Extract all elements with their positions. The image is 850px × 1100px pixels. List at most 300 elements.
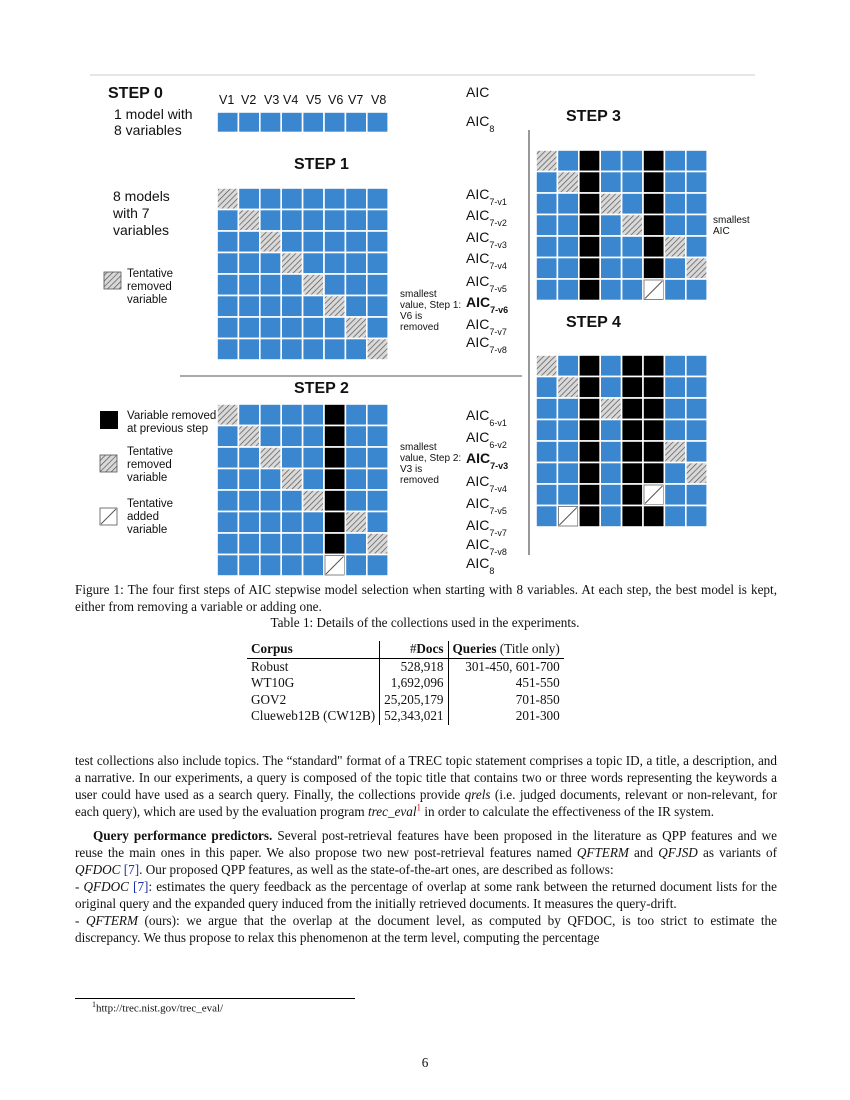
table-cell-docs: 52,343,021 <box>380 708 448 725</box>
grid-cell <box>600 279 621 301</box>
grid-cell <box>324 404 345 426</box>
grid-cell <box>303 512 324 534</box>
table-cell-queries: 301-450, 601-700 <box>465 658 560 674</box>
grid-cell <box>303 274 324 296</box>
step2-legend-black-1: Variable removed <box>127 410 217 422</box>
aic-label: $AIC_{7-v2}$ <box>466 207 507 228</box>
grid-cell <box>238 533 259 555</box>
grid-cell <box>217 426 238 448</box>
grid-cell <box>238 210 259 232</box>
grid-cell <box>664 172 685 194</box>
grid-cell <box>686 150 707 172</box>
aic-label: $AIC_{6-v2}$ <box>466 429 507 450</box>
table-cell-corpus: Robust <box>247 658 380 675</box>
step4-grid <box>536 355 707 527</box>
aic-label: $AIC_{7-v6}$ <box>466 294 509 315</box>
table-row <box>247 675 564 692</box>
grid-cell <box>536 279 557 301</box>
step2-legend-hatch-1: Tentative <box>127 446 174 458</box>
aic-label: $AIC_{7-v3}$ <box>466 450 509 471</box>
grid-cell <box>600 172 621 194</box>
grid-cell <box>557 420 578 442</box>
legend-black-swatch <box>100 411 118 429</box>
grid-cell <box>367 253 388 275</box>
table-row <box>247 658 564 675</box>
grid-cell <box>664 150 685 172</box>
grid-cell <box>238 512 259 534</box>
grid-cell <box>260 112 281 133</box>
grid-cell <box>643 258 664 280</box>
grid-cell <box>367 555 388 577</box>
grid-cell <box>238 490 259 512</box>
grid-cell <box>579 279 600 301</box>
aic-label: $AIC_{7-v3}$ <box>466 229 507 250</box>
grid-cell <box>536 355 557 377</box>
grid-cell <box>303 188 324 210</box>
grid-cell <box>260 274 281 296</box>
grid-cell <box>238 426 259 448</box>
variable-label: V1 <box>219 93 235 107</box>
grid-cell <box>367 404 388 426</box>
aic-label: $AIC_8$ <box>466 555 495 576</box>
grid-cell <box>622 463 643 485</box>
grid-cell <box>217 533 238 555</box>
table-header-row <box>247 641 564 658</box>
grid-cell <box>260 426 281 448</box>
grid-cell <box>324 317 345 339</box>
step3-title: STEP 3 <box>566 108 621 125</box>
grid-cell <box>622 258 643 280</box>
grid-cell <box>600 463 621 485</box>
grid-cell <box>345 274 366 296</box>
grid-cell <box>217 274 238 296</box>
variable-labels <box>219 93 386 107</box>
grid-cell <box>345 447 366 469</box>
grid-cell <box>281 512 302 534</box>
grid-cell <box>281 112 302 133</box>
table-cell-corpus: Clueweb12B (CW12B) <box>247 708 380 725</box>
grid-cell <box>643 215 664 237</box>
grid-cell <box>238 555 259 577</box>
step2-legend-hatch-3: variable <box>127 472 168 484</box>
step2-grid <box>217 404 388 576</box>
grid-cell <box>281 317 302 339</box>
footnote: $^1$http://trec.nist.gov/trec_eval/ <box>92 1000 224 1015</box>
grid-cell <box>664 506 685 528</box>
grid-cell <box>238 188 259 210</box>
grid-cell <box>238 274 259 296</box>
step2-title: STEP 2 <box>294 380 349 397</box>
grid-cell <box>622 377 643 399</box>
grid-cell <box>345 404 366 426</box>
grid-cell <box>260 490 281 512</box>
step1-legend-1: Tentative <box>127 268 174 280</box>
grid-cell <box>622 420 643 442</box>
step1-legend-3: variable <box>127 294 168 306</box>
step2-legend-add-1: Tentative <box>127 498 174 510</box>
grid-cell <box>643 150 664 172</box>
grid-cell <box>217 490 238 512</box>
step3-note-2: AIC <box>713 226 730 237</box>
grid-cell <box>643 398 664 420</box>
grid-cell <box>345 231 366 253</box>
step0-desc-2: 8 variables <box>114 122 182 138</box>
table-cell-queries: 701-850 <box>515 691 560 707</box>
step2-note-1: smallest <box>400 442 437 453</box>
grid-cell <box>686 258 707 280</box>
grid-cell <box>600 215 621 237</box>
grid-cell <box>622 236 643 258</box>
step1-desc-2: with 7 <box>113 205 150 221</box>
grid-cell <box>217 253 238 275</box>
step3-note-1: smallest <box>713 215 750 226</box>
aic-label: $AIC_{7-v7}$ <box>466 316 507 337</box>
aic-label: $AIC_{7-v8}$ <box>466 536 507 557</box>
grid-cell <box>579 463 600 485</box>
grid-cell <box>579 484 600 506</box>
grid-cell <box>686 441 707 463</box>
grid-cell <box>281 469 302 491</box>
grid-cell <box>303 447 324 469</box>
grid-cell <box>664 355 685 377</box>
footnote-ref[interactable]: 1 <box>416 802 422 813</box>
figure-caption: Figure 1: The four first steps of AIC stepwise model selection when starting with 8 variables. At each step, the best model is kept, either from removing a variable or adding one. <box>75 582 777 614</box>
grid-cell <box>217 447 238 469</box>
grid-cell <box>643 172 664 194</box>
grid-cell <box>303 426 324 448</box>
grid-cell <box>686 172 707 194</box>
grid-cell <box>281 274 302 296</box>
grid-cell <box>260 339 281 361</box>
grid-cell <box>217 296 238 318</box>
grid-cell <box>281 296 302 318</box>
step1-legend-2: removed <box>127 281 172 293</box>
grid-cell <box>238 253 259 275</box>
grid-cell <box>557 463 578 485</box>
aic-label: $AIC_{7-v4}$ <box>466 473 507 494</box>
grid-cell <box>664 215 685 237</box>
grid-cell <box>260 512 281 534</box>
variable-label: V8 <box>371 93 387 107</box>
grid-cell <box>303 469 324 491</box>
grid-cell <box>367 210 388 232</box>
grid-cell <box>345 317 366 339</box>
grid-cell <box>536 506 557 528</box>
grid-cell <box>303 210 324 232</box>
grid-cell <box>238 231 259 253</box>
table-caption: Table 1: Details of the collections used in the experiments. <box>270 615 580 630</box>
grid-cell <box>664 258 685 280</box>
grid-cell <box>324 274 345 296</box>
legend-hatch-swatch-1 <box>104 272 121 289</box>
grid-cell <box>260 533 281 555</box>
aic-label: $AIC_{7-v8}$ <box>466 334 507 355</box>
grid-cell <box>345 469 366 491</box>
grid-cell <box>664 377 685 399</box>
paragraph-qpp: Query performance predictors. Several post-retrieval features have been proposed in the literature as QPP features and we reuse the main ones in this paper. We also propose two new post-retrieval features named QFTERM and QFJSD as variants of QFDOC [7]. Our proposed QPP features, as well as the state-of-the-art ones, are described as follows: <box>75 828 778 877</box>
step1-aic-list <box>466 186 508 355</box>
grid-cell <box>557 398 578 420</box>
grid-cell <box>303 231 324 253</box>
grid-cell <box>536 420 557 442</box>
step2-legend-hatch-2: removed <box>127 459 172 471</box>
grid-cell <box>238 339 259 361</box>
grid-cell <box>281 555 302 577</box>
grid-cell <box>367 447 388 469</box>
grid-cell <box>367 231 388 253</box>
grid-cell <box>238 317 259 339</box>
step2-note-4: removed <box>400 475 439 486</box>
grid-cell <box>579 258 600 280</box>
grid-cell <box>643 506 664 528</box>
grid-cell <box>664 193 685 215</box>
grid-cell <box>260 469 281 491</box>
grid-cell <box>217 339 238 361</box>
grid-cell <box>217 188 238 210</box>
grid-cell <box>600 236 621 258</box>
grid-cell <box>557 484 578 506</box>
grid-cell <box>664 279 685 301</box>
grid-cell <box>600 506 621 528</box>
table-row <box>247 692 564 709</box>
grid-cell <box>367 533 388 555</box>
step1-desc-3: variables <box>113 222 170 238</box>
step2-note-3: V3 is <box>400 464 423 475</box>
grid-cell <box>281 533 302 555</box>
grid-cell <box>536 463 557 485</box>
grid-cell <box>579 441 600 463</box>
grid-cell <box>622 441 643 463</box>
grid-cell <box>536 150 557 172</box>
grid-cell <box>367 274 388 296</box>
step0-desc-1: 1 model with <box>114 106 193 122</box>
grid-cell <box>217 112 238 133</box>
page-number: 6 <box>421 1055 429 1070</box>
grid-cell <box>345 426 366 448</box>
grid-cell <box>281 404 302 426</box>
grid-cell <box>600 484 621 506</box>
variable-label: V5 <box>306 93 322 107</box>
step2-aic-list <box>466 407 508 576</box>
grid-cell <box>238 447 259 469</box>
grid-cell <box>686 215 707 237</box>
grid-cell <box>643 193 664 215</box>
grid-cell <box>217 404 238 426</box>
grid-cell <box>217 512 238 534</box>
grid-cell <box>281 447 302 469</box>
table-row <box>247 708 564 725</box>
grid-cell <box>303 296 324 318</box>
grid-cell <box>303 490 324 512</box>
grid-cell <box>367 426 388 448</box>
grid-cell <box>217 555 238 577</box>
grid-cell <box>664 463 685 485</box>
aic-label: $AIC_{7-v7}$ <box>466 517 507 538</box>
grid-cell <box>238 404 259 426</box>
step1-desc-1: 8 models <box>113 188 170 204</box>
step2-legend-black-2: at previous step <box>127 423 209 435</box>
grid-cell <box>303 533 324 555</box>
grid-cell <box>260 296 281 318</box>
grid-cell <box>281 490 302 512</box>
grid-cell <box>622 398 643 420</box>
grid-cell <box>686 193 707 215</box>
bullet-qfdoc: - QFDOC [7]: estimates the query feedback as the percentage of overlap at some rank between the returned document lists for the original query and the expanded query induced from the initially retrieved documents. It measures the query-drift. <box>75 879 778 911</box>
grid-cell <box>664 398 685 420</box>
grid-cell <box>345 339 366 361</box>
table-cell-corpus: GOV2 <box>247 692 380 709</box>
grid-cell <box>367 512 388 534</box>
variable-label: V2 <box>241 93 257 107</box>
grid-cell <box>367 469 388 491</box>
grid-cell <box>622 355 643 377</box>
grid-cell <box>367 490 388 512</box>
aic-label: $AIC_{7-v1}$ <box>466 186 507 207</box>
table-cell-corpus: WT10G <box>247 675 380 692</box>
step2-note-2: value, Step 2: <box>400 453 462 464</box>
grid-cell <box>664 236 685 258</box>
variable-label: V4 <box>283 93 299 107</box>
grid-cell <box>557 258 578 280</box>
grid-cell <box>303 253 324 275</box>
grid-cell <box>622 193 643 215</box>
grid-cell <box>600 398 621 420</box>
grid-cell <box>324 490 345 512</box>
grid-cell <box>622 484 643 506</box>
grid-cell <box>536 441 557 463</box>
grid-cell <box>217 210 238 232</box>
table-cell-queries: 451-550 <box>515 675 560 690</box>
grid-cell <box>217 231 238 253</box>
step0-grid <box>217 112 388 133</box>
grid-cell <box>686 279 707 301</box>
grid-cell <box>557 279 578 301</box>
step0-title: STEP 0 <box>108 85 163 102</box>
grid-cell <box>238 112 259 133</box>
bullet-qfterm: - QFTERM (ours): we argue that the overlap at the document level, as computed by QFDOC, is too strict to estimate the discrepancy. We thus propose to relax this phenomenon at the term level, computing the percentage <box>75 913 777 945</box>
step3-grid <box>536 150 707 301</box>
grid-cell <box>367 339 388 361</box>
step1-title: STEP 1 <box>294 156 349 173</box>
grid-cell <box>643 463 664 485</box>
grid-cell <box>367 296 388 318</box>
grid-cell <box>643 420 664 442</box>
grid-cell <box>536 484 557 506</box>
grid-cell <box>303 555 324 577</box>
step0-aic-header: AIC <box>466 84 490 100</box>
grid-cell <box>345 210 366 232</box>
grid-cell <box>686 355 707 377</box>
step1-grid <box>217 188 388 360</box>
step2-legend-add-3: variable <box>127 524 168 536</box>
aic-label: $AIC_{7-v5}$ <box>466 273 507 294</box>
grid-cell <box>367 188 388 210</box>
grid-cell <box>345 533 366 555</box>
table-cell-queries: 201-300 <box>515 708 560 723</box>
table-cell-docs: 25,205,179 <box>380 692 448 709</box>
citation-link[interactable]: [7] <box>133 879 149 894</box>
step1-note-1: smallest <box>400 289 437 300</box>
grid-cell <box>643 355 664 377</box>
grid-cell <box>324 533 345 555</box>
variable-label: V6 <box>328 93 344 107</box>
grid-cell <box>324 426 345 448</box>
grid-cell <box>281 210 302 232</box>
grid-cell <box>281 426 302 448</box>
grid-cell <box>217 317 238 339</box>
grid-cell <box>281 253 302 275</box>
grid-cell <box>536 236 557 258</box>
grid-cell <box>557 172 578 194</box>
grid-cell <box>579 215 600 237</box>
grid-cell <box>324 339 345 361</box>
grid-cell <box>664 441 685 463</box>
grid-cell <box>643 377 664 399</box>
grid-cell <box>600 150 621 172</box>
grid-cell <box>536 398 557 420</box>
citation-link[interactable]: [7] <box>123 862 140 877</box>
grid-cell <box>324 469 345 491</box>
grid-cell <box>260 231 281 253</box>
grid-cell <box>622 172 643 194</box>
grid-cell <box>557 215 578 237</box>
grid-cell <box>557 377 578 399</box>
grid-cell <box>324 188 345 210</box>
table-header-corpus: Corpus <box>247 641 380 658</box>
grid-cell <box>622 506 643 528</box>
grid-cell <box>686 377 707 399</box>
grid-cell <box>686 463 707 485</box>
grid-cell <box>579 236 600 258</box>
grid-cell <box>622 215 643 237</box>
grid-cell <box>324 231 345 253</box>
grid-cell <box>600 420 621 442</box>
grid-cell <box>303 317 324 339</box>
aic-label: $AIC_{7-v5}$ <box>466 495 507 516</box>
grid-cell <box>260 555 281 577</box>
grid-cell <box>303 404 324 426</box>
grid-cell <box>324 210 345 232</box>
grid-cell <box>579 150 600 172</box>
grid-cell <box>345 555 366 577</box>
grid-cell <box>600 441 621 463</box>
legend-hatch-swatch-2 <box>100 455 117 472</box>
body-text <box>75 752 777 946</box>
grid-cell <box>536 258 557 280</box>
grid-cell <box>345 188 366 210</box>
grid-cell <box>260 447 281 469</box>
grid-cell <box>686 236 707 258</box>
grid-cell <box>600 258 621 280</box>
grid-cell <box>536 377 557 399</box>
grid-cell <box>557 441 578 463</box>
grid-cell <box>345 296 366 318</box>
paragraph-collections: test collections also include topics. The “standard" format of a TREC topic statement comprises a topic ID, a title, a description, and a narrative. In our experiments, a query is composed of the topic title that contains two or three words representing the keywords a user could have used as a search query. Finally, the collections provide qrels (i.e. judged documents, relevant or non-relevant, for each query), which are used by the evaluation program trec_eval$^1$ in order to calculate the effectiveness of the IR system. <box>75 753 778 819</box>
grid-cell <box>367 112 388 133</box>
grid-cell <box>600 193 621 215</box>
grid-cell <box>600 355 621 377</box>
grid-cell <box>260 253 281 275</box>
grid-cell <box>324 296 345 318</box>
aic-label: $AIC_{7-v4}$ <box>466 250 507 271</box>
footnote-url[interactable]: http://trec.nist.gov/trec_eval/ <box>96 1002 224 1015</box>
collections-table <box>247 641 564 725</box>
table-cell-docs: 528,918 <box>380 658 448 675</box>
grid-cell <box>260 404 281 426</box>
grid-cell <box>579 355 600 377</box>
grid-cell <box>324 253 345 275</box>
grid-cell <box>367 317 388 339</box>
